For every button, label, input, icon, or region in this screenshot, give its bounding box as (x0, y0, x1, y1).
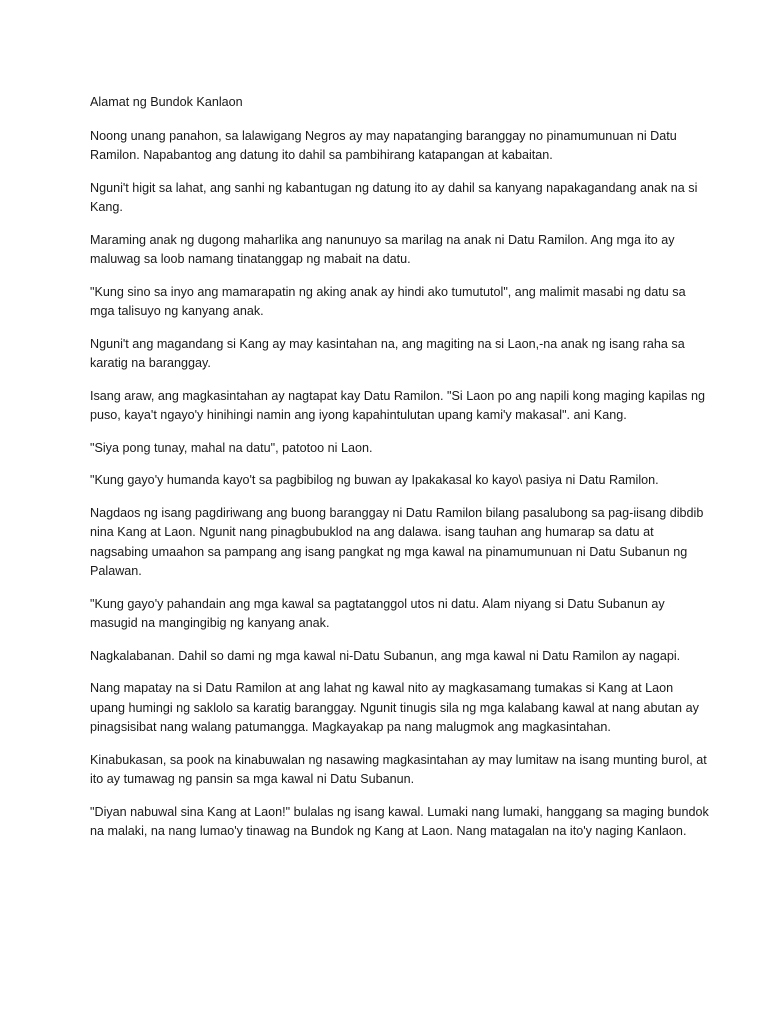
document-title: Alamat ng Bundok Kanlaon (90, 95, 243, 109)
paragraph-11: Nagkalabanan. Dahil so dami ng mga kawal ni-Datu Subanun, ang mga kawal ni Datu Ramilon ay nagapi. (90, 648, 681, 663)
paragraph-6: Isang araw, ang magkasintahan ay nagtapat kay Datu Ramilon. "Si Laon po ang napili kong maging kapilas ng puso, kaya't ngayo'y hinihingi namin ang iyong kapahintulutan upang kami'y makasal". ani Kang. (90, 388, 705, 422)
paragraph-8: "Kung gayo'y humanda kayo't sa pagbibilog ng buwan ay Ipakakasal ko kayo\ pasiya ni Datu Ramilon. (90, 473, 659, 487)
paragraph-4: "Kung sino sa inyo ang mamarapatin ng aking anak ay hindi ako tumututol", ang malimit masabi ng datu sa mga talisuyo ng kanyang anak. (90, 284, 686, 318)
paragraph-14: "Diyan nabuwal sina Kang at Laon!" bulalas ng isang kawal. Lumaki nang lumaki, hanggang sa maging bundok na malaki, na nang lumao'y tinawag na Bundok ng Kang at Laon. Nang matagalan na ito'y naging Kanlaon. (90, 804, 709, 838)
paragraph-10: "Kung gayo'y pahandain ang mga kawal sa pagtatanggol utos ni datu. Alam niyang si Datu Subanun ay masugid na mangingibig ng kanyang anak. (90, 596, 665, 630)
paragraph-5: Nguni't ang magandang si Kang ay may kasintahan na, ang magiting na si Laon,-na anak ng isang raha sa karatig na baranggay. (90, 336, 685, 370)
document-page (90, 93, 710, 855)
paragraph-7: "Siya pong tunay, mahal na datu", patotoo ni Laon. (90, 440, 373, 455)
paragraph-12: Nang mapatay na si Datu Ramilon at ang lahat ng kawal nito ay magkasamang tumakas si Kang at Laon upang humingi ng saklolo sa karatig baranggay. Ngunit tinugis sila ng mga kalabang kawal at nang abutan ay pinagsisibat nang walang patumangga. Magkayakap pa nang malugmok ang magkasintahan. (90, 681, 699, 734)
paragraph-2: Nguni't higit sa lahat, ang sanhi ng kabantugan ng datung ito ay dahil sa kanyang napakagandang anak na si Kang. (90, 180, 698, 214)
paragraph-1: Noong unang panahon, sa lalawigang Negros ay may napatanging baranggay no pinamumunuan ni Datu Ramilon. Napabantog ang datung ito dahil sa pambihirang katapangan at kabaitan. (90, 128, 677, 162)
paragraph-9: Nagdaos ng isang pagdiriwang ang buong baranggay ni Datu Ramilon bilang pasalubong sa pag-iisang dibdib nina Kang at Laon. Ngunit nang pinagbubuklod na ang dalawa. isang tauhan ang humarap sa datu at nagsabing umaahon sa pampang ang isang pangkat ng mga kawal na pinamumunuan ni Datu Subanun ng Palawan. (90, 505, 704, 578)
paragraph-3: Maraming anak ng dugong maharlika ang nanunuyo sa marilag na anak ni Datu Ramilon. Ang mga ito ay maluwag sa loob namang tinatanggap ng mabait na datu. (90, 232, 675, 266)
paragraph-13: Kinabukasan, sa pook na kinabuwalan ng nasawing magkasintahan ay may lumitaw na isang munting burol, at ito ay tumawag ng pansin sa mga kawal ni Datu Subanun. (90, 752, 707, 786)
